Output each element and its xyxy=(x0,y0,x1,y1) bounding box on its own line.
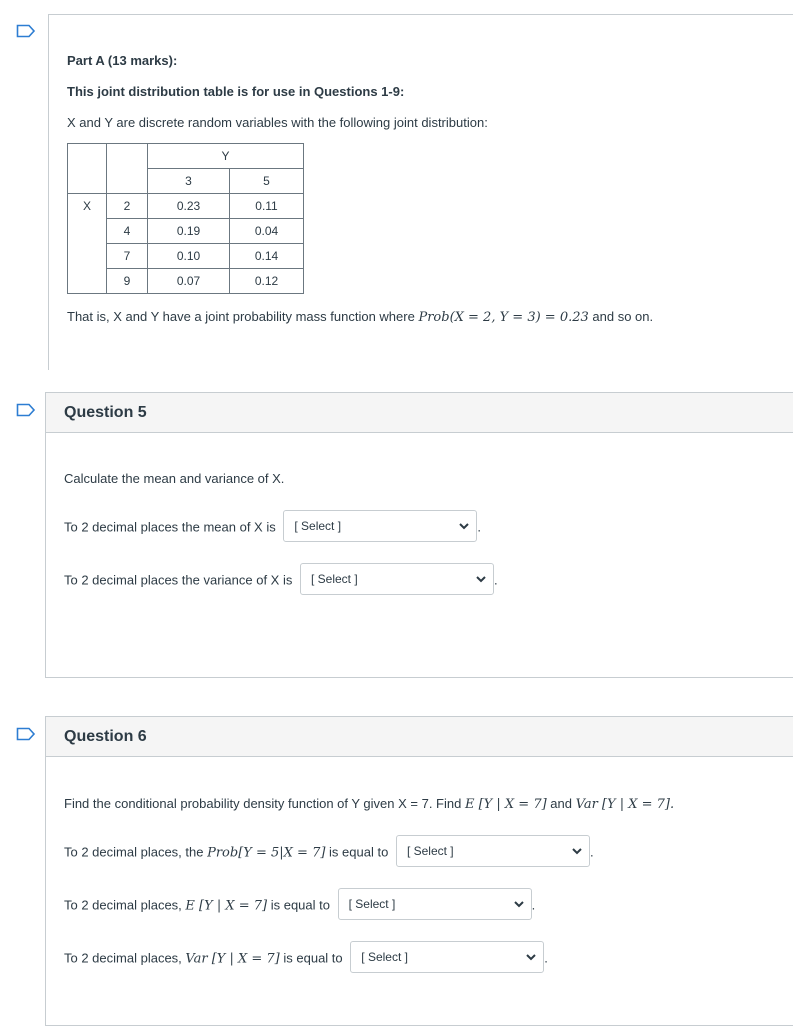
prob-cell: 0.10 xyxy=(148,244,230,269)
prob-select[interactable]: [ Select ] xyxy=(396,835,590,867)
q5-var-label: To 2 decimal places the variance of X is xyxy=(64,572,293,588)
y-value-3: 3 xyxy=(148,169,230,194)
prob-cell: 0.14 xyxy=(230,244,304,269)
flag-question-icon[interactable] xyxy=(16,403,36,417)
prob-cell: 0.12 xyxy=(230,269,304,294)
table-corner xyxy=(68,144,107,169)
q5-mean-label: To 2 decimal places the mean of X is xyxy=(64,519,276,535)
question-5-title: Question 5 xyxy=(46,393,793,433)
q5-prompt: Calculate the mean and variance of X. xyxy=(64,471,285,486)
x-value: 9 xyxy=(107,269,148,294)
note-math: Prob(X = 2, Y = 3) = 0.23 xyxy=(418,310,589,325)
prob-cell: 0.23 xyxy=(148,194,230,219)
expectation-select[interactable]: [ Select ] xyxy=(338,888,532,920)
q5-var-row: To 2 decimal places the variance of X is [ Select ] . xyxy=(64,565,498,597)
y-header: Y xyxy=(148,144,304,169)
question-6-block xyxy=(45,716,793,1026)
prob-cell: 0.11 xyxy=(230,194,304,219)
x-value: 2 xyxy=(107,194,148,219)
part-a-intro: X and Y are discrete random variables with the following joint distribution: xyxy=(67,115,488,130)
q6-prompt: Find the conditional probability density function of Y given X = 7. Find E [Y | X = 7] and Var [Y | X = 7]. xyxy=(64,796,675,812)
conditional-variance-select[interactable]: [ Select ] xyxy=(350,941,544,973)
joint-distribution-table xyxy=(67,143,304,294)
chevron-down-icon xyxy=(525,951,537,963)
part-a-subtitle: This joint distribution table is for use in Questions 1-9: xyxy=(67,84,405,99)
part-a-note xyxy=(67,309,653,325)
prob-cell: 0.19 xyxy=(148,219,230,244)
table-corner xyxy=(107,144,148,169)
note-prefix: That is, X and Y have a joint probability mass function where xyxy=(67,309,415,324)
x-value: 7 xyxy=(107,244,148,269)
x-header: X xyxy=(68,194,107,219)
question-5-block xyxy=(45,392,793,678)
part-a-block xyxy=(48,14,793,370)
chevron-down-icon xyxy=(571,845,583,857)
flag-question-icon[interactable] xyxy=(16,24,36,38)
note-suffix: and so on. xyxy=(592,309,654,324)
prob-cell: 0.07 xyxy=(148,269,230,294)
q6-prob-row: To 2 decimal places, the Prob[Y = 5|X = 7] is equal to [ Select ] . xyxy=(64,837,594,869)
flag-question-icon[interactable] xyxy=(16,727,36,741)
chevron-down-icon xyxy=(458,520,470,532)
q6-e-row: To 2 decimal places, E [Y | X = 7] is equal to [ Select ] . xyxy=(64,890,535,922)
q5-mean-row: To 2 decimal places the mean of X is [ Select ] . xyxy=(64,512,481,544)
prob-cell: 0.04 xyxy=(230,219,304,244)
chevron-down-icon xyxy=(475,573,487,585)
question-6-title: Question 6 xyxy=(46,717,793,757)
mean-select[interactable]: [ Select ] xyxy=(283,510,477,542)
chevron-down-icon xyxy=(513,898,525,910)
x-value: 4 xyxy=(107,219,148,244)
variance-select[interactable]: [ Select ] xyxy=(300,563,494,595)
q6-v-row: To 2 decimal places, Var [Y | X = 7] is equal to [ Select ] . xyxy=(64,943,548,975)
part-a-title: Part A (13 marks): xyxy=(67,53,178,68)
y-value-5: 5 xyxy=(230,169,304,194)
